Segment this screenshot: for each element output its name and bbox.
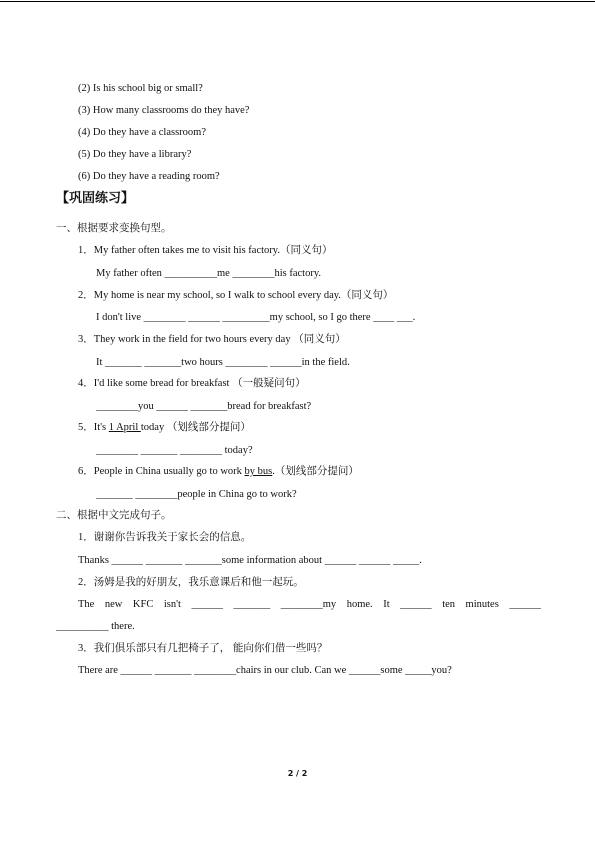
translation-3-prompt: 3．我们俱乐部只有几把椅子了， 能向你们借一些吗？	[78, 643, 328, 654]
word: ______	[191, 599, 223, 610]
question-5: (5) Do they have a library?	[78, 149, 192, 160]
translation-2-answer-cont: __________ there.	[56, 621, 135, 632]
word: isn't	[163, 599, 181, 610]
exercise-6-answer: _______ ________people in China go to work?	[96, 489, 297, 500]
exercise-6-prompt-start: 6．People in China usually go to work	[78, 466, 245, 477]
word: minutes	[465, 599, 499, 610]
translation-2-answer	[78, 598, 541, 612]
question-4: (4) Do they have a classroom?	[78, 127, 206, 138]
exercise-6-prompt-end: .（划线部分提问）	[272, 466, 359, 477]
exercise-5-underlined: 1 April	[108, 422, 141, 433]
exercise-5-answer: ________ _______ ________ today?	[96, 445, 253, 456]
word: It	[383, 599, 390, 610]
exercise-4-answer: ________you ______ _______bread for breakfast?	[96, 401, 312, 412]
exercise-2-answer: I don't live ________ ______ _________my school, so I go there ____ ___.	[96, 312, 416, 323]
part1-title: 一、根据要求变换句型。	[56, 223, 172, 234]
exercise-3-prompt: 3．They work in the field for two hours every day （同义句）	[78, 334, 346, 345]
word: ______	[400, 599, 432, 610]
exercise-4-prompt: 4．I'd like some bread for breakfast （一般疑问句）	[78, 378, 306, 389]
word: _______	[233, 599, 271, 610]
exercise-1-answer: My father often __________me ________his factory.	[96, 268, 322, 279]
question-3: (3) How many classrooms do they have?	[78, 105, 250, 116]
exercise-1-prompt: 1．My father often takes me to visit his factory.（同义句）	[78, 245, 333, 256]
page-number: 2 / 2	[287, 769, 308, 778]
exercise-5-prompt-start: 5．It's	[78, 422, 109, 433]
word: ______	[509, 599, 541, 610]
word: The	[78, 599, 95, 610]
word: ________my	[280, 599, 337, 610]
translation-1-prompt: 1．谢谢你告诉我关于家长会的信息。	[78, 532, 252, 543]
word: home.	[346, 599, 373, 610]
header-rule	[0, 1, 595, 2]
translation-2-prompt: 2．汤姆是我的好朋友，我乐意课后和他一起玩。	[78, 577, 304, 588]
question-2: (2) Is his school big or small?	[78, 83, 203, 94]
exercise-6-underlined: by bus	[244, 466, 273, 477]
exercise-6-prompt	[78, 465, 359, 479]
word: KFC	[132, 599, 154, 610]
exercise-2-prompt: 2．My home is near my school, so I walk to school every day.（同义句）	[78, 290, 394, 301]
word: new	[104, 599, 123, 610]
word: ten	[442, 599, 456, 610]
exercise-5-prompt	[78, 421, 251, 435]
exercise-3-answer: It _______ _______two hours ________ ______in the field.	[96, 357, 350, 368]
translation-3-answer: There are ______ _______ ________chairs in our club. Can we ______some _____you?	[78, 665, 452, 676]
question-6: (6) Do they have a reading room?	[78, 171, 220, 182]
part2-title: 二、根据中文完成句子。	[56, 510, 172, 521]
section-title: 【巩固练习】	[56, 191, 135, 206]
translation-1-answer: Thanks ______ _______ _______some information about ______ ______ _____.	[78, 555, 422, 566]
exercise-5-prompt-end: today （划线部分提问）	[140, 422, 251, 433]
